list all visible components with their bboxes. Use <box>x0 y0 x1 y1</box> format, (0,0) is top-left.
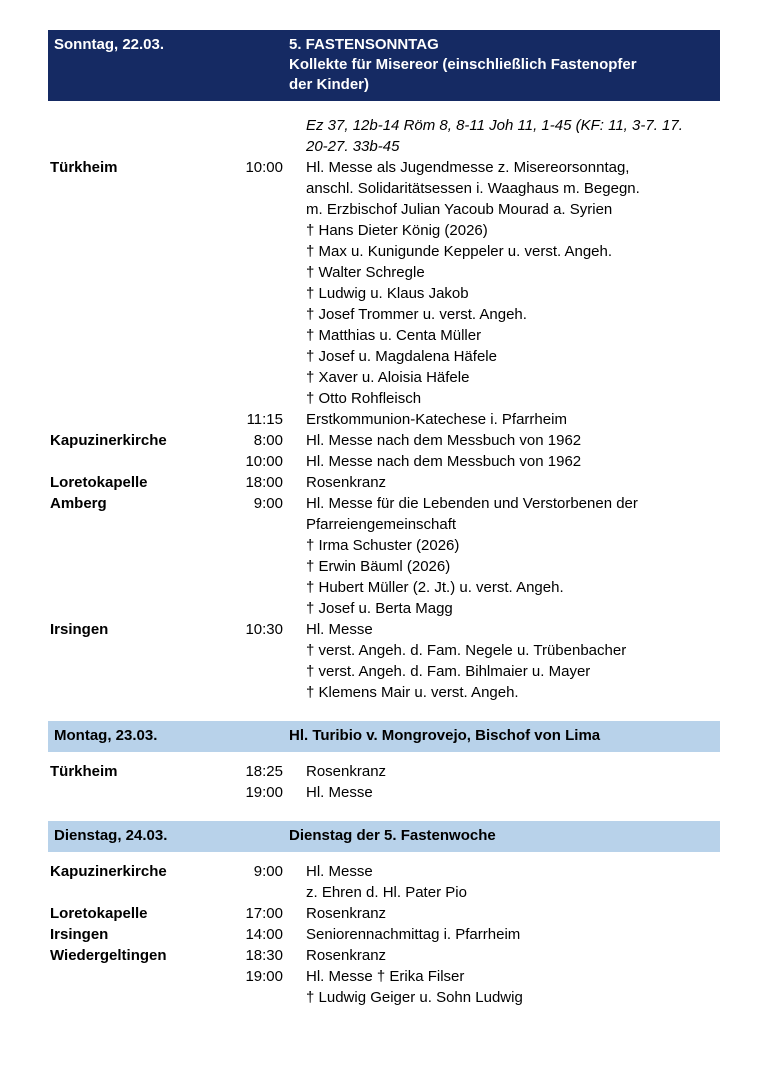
service-description <box>284 924 720 945</box>
description-line: Rosenkranz <box>306 474 387 491</box>
schedule-row <box>48 966 720 1008</box>
location-label: Kapuzinerkirche <box>50 863 167 880</box>
location-label: Wiedergeltingen <box>50 947 167 964</box>
schedule-row <box>48 409 720 430</box>
schedule-row <box>48 924 720 945</box>
service-time: 19:00 <box>245 968 283 985</box>
description-line: † Ludwig u. Klaus Jakob <box>306 285 469 302</box>
spacer <box>48 752 720 761</box>
description-line: † Otto Rohfleisch <box>306 390 422 407</box>
description-line: † Josef Trommer u. verst. Angeh. <box>306 306 527 323</box>
service-description <box>284 430 720 451</box>
description-line: † Klemens Mair u. verst. Angeh. <box>306 684 519 701</box>
location-label: Türkheim <box>50 763 118 780</box>
service-description <box>284 451 720 472</box>
description-line: † Hans Dieter König (2026) <box>306 222 488 239</box>
service-time: 9:00 <box>253 863 283 880</box>
service-time: 10:00 <box>245 453 283 470</box>
service-time: 8:00 <box>253 432 283 449</box>
day-title-line: Kollekte für Misereor (einschließlich Fastenopfer <box>289 56 637 73</box>
day-entries <box>48 157 720 703</box>
spacer <box>48 852 720 861</box>
schedule-row <box>48 861 720 903</box>
service-time: 18:30 <box>245 947 283 964</box>
service-time: 10:00 <box>245 159 283 176</box>
service-description <box>284 966 720 1008</box>
service-description <box>284 493 720 619</box>
description-line: Hl. Messe nach dem Messbuch von 1962 <box>306 453 582 470</box>
service-time: 19:00 <box>245 784 283 801</box>
description-line: anschl. Solidaritätsessen i. Waaghaus m. Begegn. <box>306 180 640 197</box>
service-description <box>284 903 720 924</box>
day-title-line: der Kinder) <box>289 76 370 93</box>
description-line: † Walter Schregle <box>306 264 425 281</box>
location-label: Amberg <box>50 495 107 512</box>
schedule-row <box>48 472 720 493</box>
spacer <box>48 803 720 821</box>
description-line: † verst. Angeh. d. Fam. Negele u. Trübenbacher <box>306 642 627 659</box>
description-line: Rosenkranz <box>306 905 387 922</box>
description-line: † verst. Angeh. d. Fam. Bihlmaier u. Mayer <box>306 663 591 680</box>
service-time: 18:25 <box>245 763 283 780</box>
day-title-line: 5. FASTENSONNTAG <box>289 36 439 53</box>
day-entries <box>48 761 720 803</box>
day-title <box>289 826 714 846</box>
description-line: † Hubert Müller (2. Jt.) u. verst. Angeh. <box>306 579 564 596</box>
description-line: Hl. Messe † Erika Filser <box>306 968 465 985</box>
description-line: † Josef u. Berta Magg <box>306 600 453 617</box>
service-description <box>284 861 720 903</box>
description-line: † Xaver u. Aloisia Häfele <box>306 369 470 386</box>
service-time: 10:30 <box>245 621 283 638</box>
service-time: 17:00 <box>245 905 283 922</box>
service-description <box>284 409 720 430</box>
description-line: Rosenkranz <box>306 763 387 780</box>
description-line: Rosenkranz <box>306 947 387 964</box>
service-schedule <box>48 30 720 1008</box>
day-header-band <box>48 30 720 101</box>
description-line: † Erwin Bäuml (2026) <box>306 558 451 575</box>
location-label: Loretokapelle <box>50 474 148 491</box>
location-label: Kapuzinerkirche <box>50 432 167 449</box>
day-header-band <box>48 821 720 852</box>
readings-line: Ez 37, 12b-14 Röm 8, 8-11 Joh 11, 1-45 (KF: 11, 3-7. 17. <box>306 117 683 134</box>
day-title-line: Dienstag der 5. Fastenwoche <box>289 827 496 844</box>
day-title-line: Hl. Turibio v. Mongrovejo, Bischof von Lima <box>289 727 601 744</box>
schedule-row <box>48 451 720 472</box>
service-description <box>284 945 720 966</box>
description-line: † Irma Schuster (2026) <box>306 537 460 554</box>
location-label: Türkheim <box>50 159 118 176</box>
description-line: m. Erzbischof Julian Yacoub Mourad a. Syrien <box>306 201 613 218</box>
description-line: † Ludwig Geiger u. Sohn Ludwig <box>306 989 523 1006</box>
spacer <box>48 703 720 721</box>
schedule-row <box>48 493 720 619</box>
service-description <box>284 472 720 493</box>
service-description <box>284 782 720 803</box>
description-line: Erstkommunion-Katechese i. Pfarrheim <box>306 411 567 428</box>
day-title <box>289 726 714 746</box>
description-line: Hl. Messe <box>306 863 373 880</box>
description-line: Hl. Messe <box>306 621 373 638</box>
schedule-row <box>48 945 720 966</box>
schedule-row <box>48 761 720 782</box>
description-line: Hl. Messe als Jugendmesse z. Misereorsonntag, <box>306 159 630 176</box>
day-date: Sonntag, 22.03. <box>54 36 165 53</box>
readings-text <box>284 115 720 157</box>
description-line: Hl. Messe nach dem Messbuch von 1962 <box>306 432 582 449</box>
service-time: 11:15 <box>246 411 283 428</box>
schedule-row <box>48 430 720 451</box>
service-time: 9:00 <box>253 495 283 512</box>
location-label: Loretokapelle <box>50 905 148 922</box>
schedule-row <box>48 782 720 803</box>
schedule-row <box>48 157 720 409</box>
description-line: z. Ehren d. Hl. Pater Pio <box>306 884 467 901</box>
service-description <box>284 619 720 703</box>
day-header-band <box>48 721 720 752</box>
service-time: 14:00 <box>245 926 283 943</box>
day-title <box>289 35 714 95</box>
readings-row <box>48 115 720 157</box>
description-line: Pfarreiengemeinschaft <box>306 516 457 533</box>
schedule-row <box>48 903 720 924</box>
description-line: † Matthias u. Centa Müller <box>306 327 482 344</box>
description-line: † Max u. Kunigunde Keppeler u. verst. Angeh. <box>306 243 613 260</box>
description-line: Hl. Messe für die Lebenden und Verstorbenen der <box>306 495 638 512</box>
location-label: Irsingen <box>50 926 109 943</box>
spacer <box>48 101 720 115</box>
readings-line: 20-27. 33b-45 <box>306 138 400 155</box>
day-entries <box>48 861 720 1008</box>
description-line: † Josef u. Magdalena Häfele <box>306 348 497 365</box>
day-date: Montag, 23.03. <box>54 727 158 744</box>
service-description <box>284 761 720 782</box>
service-time: 18:00 <box>245 474 283 491</box>
day-date: Dienstag, 24.03. <box>54 827 168 844</box>
location-label: Irsingen <box>50 621 109 638</box>
service-description <box>284 157 720 409</box>
description-line: Seniorennachmittag i. Pfarrheim <box>306 926 521 943</box>
description-line: Hl. Messe <box>306 784 373 801</box>
schedule-row <box>48 619 720 703</box>
